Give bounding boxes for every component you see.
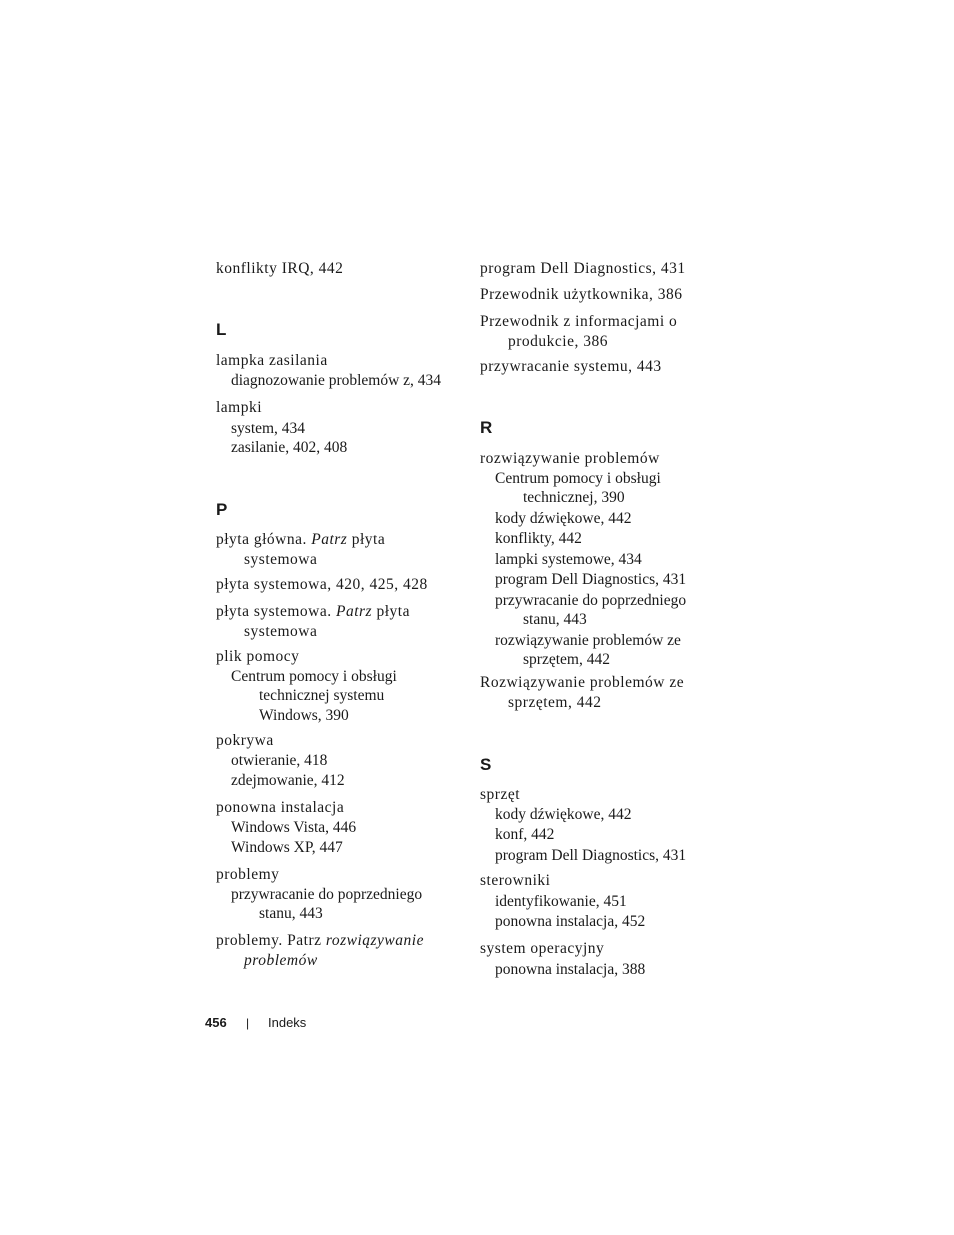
footer-separator: | xyxy=(246,1016,250,1030)
index-entry xyxy=(480,673,720,712)
entry-main: przywracanie systemu, 443 xyxy=(480,358,662,375)
index-entry xyxy=(480,357,720,377)
entry-sub: diagnozowanie problemów z, 434 xyxy=(231,371,442,389)
entry-sub: Centrum pomocy i obsługi xyxy=(495,469,661,487)
index-entry xyxy=(480,285,720,305)
entry-sub: kody dźwiękowe, 442 xyxy=(495,805,632,823)
entry-sub: program Dell Diagnostics, 431 xyxy=(495,571,687,588)
index-entry xyxy=(216,865,422,924)
index-entry xyxy=(480,785,720,865)
section-letter-L: L xyxy=(216,320,227,339)
entry-main: Rozwiązywanie problemów ze xyxy=(480,674,685,691)
entry-sub: Windows Vista, 446 xyxy=(231,818,357,836)
index-entry xyxy=(216,731,345,791)
entry-main: płyta główna. Patrz płyta xyxy=(216,531,386,548)
section-name: Indeks xyxy=(268,1015,307,1030)
entry-cont: produkcie, 386 xyxy=(508,332,608,350)
entry-sub: program Dell Diagnostics, 431 xyxy=(495,846,687,864)
entry-sub: Centrum pomocy i obsługi xyxy=(231,667,397,685)
index-entry xyxy=(216,351,476,390)
entry-main: płyta systemowa. Patrz płyta xyxy=(216,603,410,620)
entry-main: rozwiązywanie problemów xyxy=(480,450,660,467)
entry-main: Przewodnik z informacjami o xyxy=(480,313,678,330)
entry-sub: rozwiązywanie problemów ze xyxy=(495,631,681,649)
index-entry xyxy=(480,939,720,979)
index-entry xyxy=(216,398,347,458)
entry-main: ponowna instalacja xyxy=(216,799,345,816)
index-entry xyxy=(216,575,428,595)
entry-cont: technicznej, 390 xyxy=(523,489,625,506)
entry-cont: stanu, 443 xyxy=(523,611,587,628)
index-entry xyxy=(216,530,385,569)
entry-main: Przewodnik użytkownika, 386 xyxy=(480,286,683,303)
entry-main: problemy xyxy=(216,866,280,883)
index-entry xyxy=(216,602,410,641)
page-number: 456 xyxy=(205,1015,227,1030)
index-entry xyxy=(480,259,720,279)
entry-main: sprzęt xyxy=(480,786,521,803)
entry-sub: system, 434 xyxy=(231,419,306,437)
entry-cont: systemowa xyxy=(244,550,318,568)
entry-main: system operacyjny xyxy=(480,940,605,957)
entry-sub: Windows XP, 447 xyxy=(231,839,343,856)
entry-main: problemy. Patrz rozwiązywanie xyxy=(216,932,424,949)
entry-sub: otwieranie, 418 xyxy=(231,751,328,769)
index-entry xyxy=(480,871,720,932)
entry-sub: ponowna instalacja, 388 xyxy=(495,960,646,978)
index-entry xyxy=(480,312,720,351)
entry-sub: identyfikowanie, 451 xyxy=(495,892,627,910)
entry-main: płyta systemowa, 420, 425, 428 xyxy=(216,576,428,593)
entry-sub: przywracanie do poprzedniego xyxy=(495,591,687,609)
entry-sub: zdejmowanie, 412 xyxy=(231,772,345,789)
entry-cont: stanu, 443 xyxy=(259,905,323,922)
entry-sub: lampki systemowe, 434 xyxy=(495,550,642,568)
index-entry xyxy=(216,259,343,279)
index-entry xyxy=(216,798,356,858)
entry-sub: konf, 442 xyxy=(495,826,555,843)
entry-main: sterowniki xyxy=(480,872,551,889)
entry-main: program Dell Diagnostics, 431 xyxy=(480,260,686,277)
entry-cont: Windows, 390 xyxy=(259,706,349,724)
entry-cont: technicznej systemu xyxy=(259,687,385,704)
entry-main: lampka zasilania xyxy=(216,352,328,369)
entry-cont: problemów xyxy=(244,951,318,969)
entry-sub: konflikty, 442 xyxy=(495,530,582,547)
entry-sub: ponowna instalacja, 452 xyxy=(495,913,646,930)
index-entry xyxy=(480,449,720,670)
entry-main: pokrywa xyxy=(216,732,274,749)
entry-sub: kody dźwiękowe, 442 xyxy=(495,509,632,527)
index-entry xyxy=(216,647,397,725)
entry-cont: sprzętem, 442 xyxy=(523,651,610,668)
entry-main: lampki xyxy=(216,399,263,416)
entry-main: plik pomocy xyxy=(216,648,300,665)
section-letter-R: R xyxy=(480,418,493,437)
section-letter-S: S xyxy=(480,755,492,774)
index-entry xyxy=(216,931,476,970)
entry-cont: sprzętem, 442 xyxy=(508,693,602,711)
entry-cont: systemowa xyxy=(244,622,318,640)
entry-main: konflikty IRQ, 442 xyxy=(216,260,344,277)
entry-sub: zasilanie, 402, 408 xyxy=(231,439,348,456)
entry-sub: przywracanie do poprzedniego xyxy=(231,885,423,903)
section-letter-P: P xyxy=(216,500,228,519)
